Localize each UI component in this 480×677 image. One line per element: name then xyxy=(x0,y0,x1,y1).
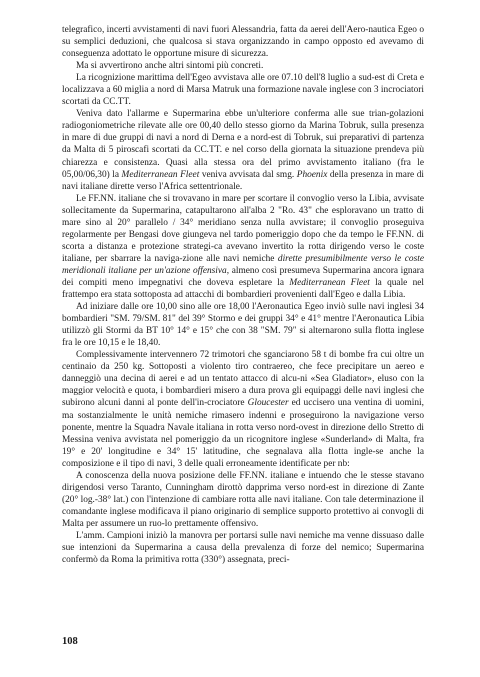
text-run: A conoscenza della nuova posizione delle FF.NN. italiane e intuendo che le stesse stavano dirigendosi verso Taranto, Cunningham dirottò dapprima verso nord-est in direzione di Zante (20° log.-38° lat.) con l'intenzione di cambiare rotta alle navi italiane. Con tale determinazione il comandante inglese modificava il piano originario di semplice supporto protettivo ai convogli di Malta per assumere un ruo-lo prettamente offensivo. xyxy=(62,470,424,529)
text-run: ed uccisero una ventina di uomini, ma sostanzialmente le unità nemiche rimasero indenni e proseguirono la navigazione verso ponente, mentre la Squadra Navale italiana in rotta verso nord-ovest in direzione dello Stretto di Messina veniva avvistata nel pomeriggio da un ricognitore inglese «Sunderland» di Malta, fra 19° e 20' longitudine e 34° 15' latitudine, che segnalava alla flotta ingle-se anche la composizione e il tipo di navi, 3 delle quali erroneamente identificate per nb: xyxy=(62,398,424,469)
italic-text: Phoenix xyxy=(296,169,328,180)
italic-text: Gloucester xyxy=(247,398,289,409)
paragraph xyxy=(62,349,424,469)
text-run: Veniva dato l'allarme e Supermarina ebbe un'ulteriore conferma alle sue trian-golazioni radiogoniometriche rilevate alle ore 00,40 dello stesso giorno da Marina Tobruk, sulla presenza in mare di due gruppi di navi a nord di Derna e a nord-est di Tobruk, sui preparativi di partenza da Malta di 5 piroscafi scortati da CC.TT. e nel corso della giornata la situazione prendeva più chiarezza e consistenza. Quasi alla stessa ora del primo avvistamento italiano (fra le 05,00/06,30) la xyxy=(62,109,424,180)
text-run: Le FF.NN. italiane che si trovavano in mare per scortare il convoglio verso la Libia, avvisate sollecitamente da Supermarina, catapultarono all'alba 2 "Ro. 43" che esploravano un tratto di mare sino al 20° parallelo / 34° meridiano senza nulla avvistare; il convoglio proseguiva regolarmente per Bengasi dove giungeva nel tardo pomeriggio dopo che da tempo le FF.NN. di scorta a distanza e protezione strategi-ca avevano invertito la rotta dirigendo verso le coste italiane, per sbarrare la naviga-zione alle navi nemiche xyxy=(62,193,424,264)
text-run: Ma si avvertirono anche altri sintomi più concreti. xyxy=(76,61,264,72)
text-run: della presenza in mare di navi italiane dirette verso l'Africa settentrionale. xyxy=(62,169,424,192)
document-body xyxy=(62,24,424,566)
italic-text: Mediterranean Fleet xyxy=(289,277,370,288)
paragraph xyxy=(62,530,424,566)
text-run: Ad iniziare dalle ore 10,00 sino alle ore 18,00 l'Aeronautica Egeo inviò sulle navi inglesi 34 bombardieri "SM. 79/SM. 81" del 39° Stormo e dei gruppi 34° e 41° mentre l'Aeronautica Libia utilizzò gli Stormi da BT 10° 14° e 15° che con 38 "SM. 79" si alternarono sulla flotta inglese fra le ore 10,15 e le 18,40. xyxy=(62,302,424,349)
paragraph xyxy=(62,24,424,60)
paragraph xyxy=(62,193,424,301)
text-run: la quale nel frattempo era stata sottoposta ad attacchi di bombardieri provenienti dall'Egeo e dalla Libia. xyxy=(62,277,424,301)
paragraph xyxy=(62,301,424,349)
page-number: 108 xyxy=(62,636,78,647)
text-run: veniva avvisata dal smg. xyxy=(199,169,297,180)
paragraph xyxy=(62,108,424,192)
italic-text: dirette presumibilmente verso le coste meridionali italiane per un'azione offensiva, xyxy=(62,253,424,276)
text-run: L'amm. Campioni iniziò la manovra per portarsi sulle navi nemiche ma venne dissuaso dalle sue intenzioni da Supermarina a causa della prevalenza di forze del nemico; Supermarina confermò da Roma la primitiva rotta (330°) assegnata, preci- xyxy=(62,530,424,566)
text-run: La ricognizione marittima dell'Egeo avvistava alle ore 07.10 dell'8 luglio a sud-est di Creta e localizzava a 60 miglia a nord di Marsa Matruk una formazione navale inglese con 3 incrociatori scortati da CC.TT. xyxy=(62,73,424,108)
paragraph xyxy=(62,470,424,530)
text-run: almeno così presumeva Supermarina ancora ignara dei compiti meno impegnativi che doveva espletare la xyxy=(62,265,424,288)
text-run: Complessivamente intervennero 72 trimotori che sganciarono 58 t di bombe fra cui oltre un centinaio da 250 kg. Sottoposti a violento tiro contraereo, che fece precipitare un aereo e danneggiò una decina di aerei e ad un tentato attacco di alcu-ni «Sea Gladiator», eluso con la maggior velocità e quota, i bombardieri misero a dura prova gli equipaggi delle navi inglesi che subirono alcuni danni al ponte dell'in-crociatore xyxy=(62,350,424,409)
paragraph xyxy=(62,60,424,72)
italic-text: Mediterranean Fleet xyxy=(121,169,200,180)
text-run: telegrafico, incerti avvistamenti di navi fuori Alessandria, fatta da aerei dell'Aero-nautica Egeo o su semplici deduzioni, che qualcosa si stava organizzando in campo opposto ed avevamo di conseguenza adottato le opportune misure di sicurezza. xyxy=(62,25,424,60)
paragraph xyxy=(62,72,424,108)
